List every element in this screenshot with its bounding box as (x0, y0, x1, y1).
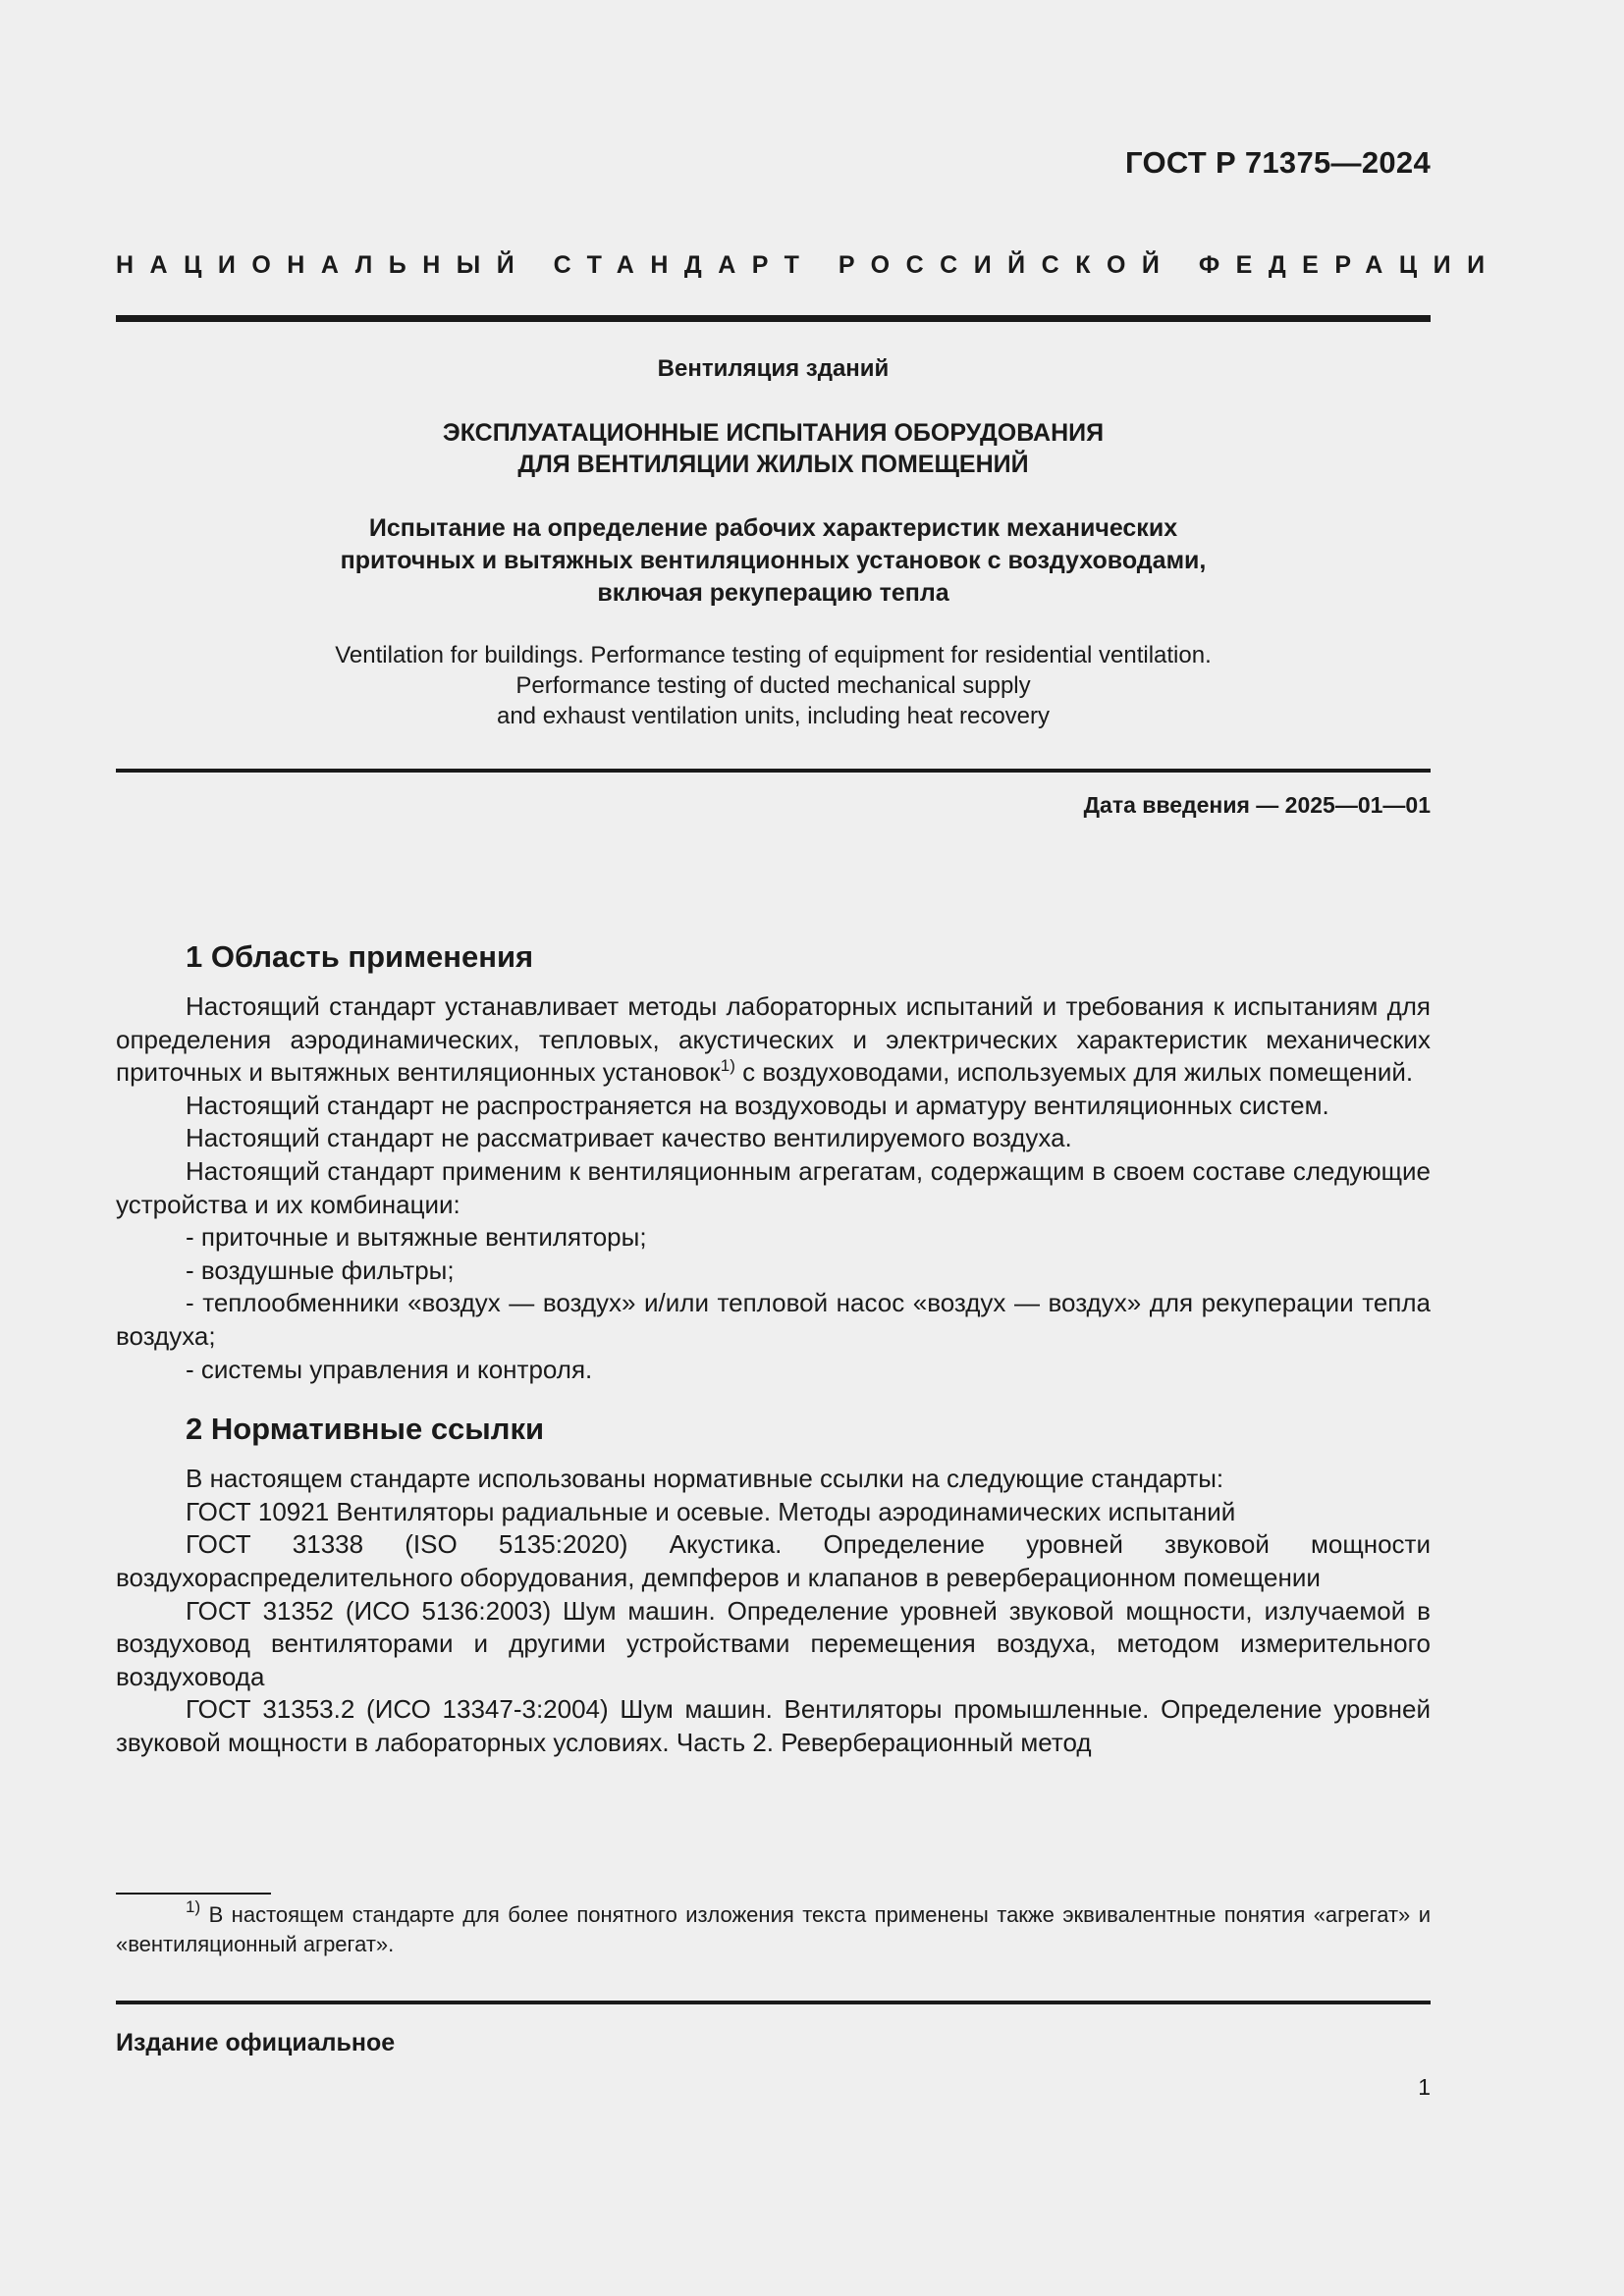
title-divider (116, 769, 1431, 773)
reference-item: ГОСТ 31352 (ИСО 5136:2003) Шум машин. Определение уровней звуковой мощности, излучаемой в воздуховод вентиляторами и другими устройствами перемещения воздуха, методом измерительного воздуховода (116, 1595, 1431, 1691)
list-item: - теплообменники «воздух — воздух» и/или тепловой насос «воздух — воздух» для рекуперации тепла воздуха; (116, 1288, 1431, 1351)
paragraph-text: Настоящий стандарт устанавливает методы лабораторных испытаний и требования к испытаниям для определения аэродинамических, тепловых, акустических и электрических характеристик механических приточных и вытяжных вентиляционных установок (116, 991, 1431, 1088)
bottom-divider (116, 2001, 1431, 2004)
subtitle-line: включая рекуперацию тепла (597, 579, 949, 607)
section-heading: 2 Нормативные ссылки (186, 1412, 545, 1447)
title-line: ЭКСПЛУАТАЦИОННЫЕ ИСПЫТАНИЯ ОБОРУДОВАНИЯ (442, 419, 1105, 447)
english-title (116, 640, 1431, 731)
paragraph-text: с воздуховодами, используемых для жилых помещений. (734, 1057, 1414, 1088)
page-number: 1 (1418, 2074, 1431, 2100)
section-heading: 1 Область применения (186, 939, 534, 974)
english-line: and exhaust ventilation units, including heat recovery (496, 703, 1050, 729)
document-title (116, 417, 1431, 480)
top-divider (116, 315, 1431, 322)
paragraph: Настоящий стандарт не рассматривает качество вентилируемого воздуха. (186, 1123, 1072, 1153)
paragraph: В настоящем стандарте использованы нормативные ссылки на следующие стандарты: (186, 1464, 1224, 1494)
gost-number: ГОСТ Р 71375—2024 (1125, 145, 1431, 180)
footnote-mark: 1) (186, 1897, 201, 1916)
body-content (116, 937, 1431, 1759)
footnote (116, 1897, 1431, 1959)
national-standard-banner: НАЦИОНАЛЬНЫЙ СТАНДАРТ РОССИЙСКОЙ ФЕДЕРАЦИИ (116, 251, 1501, 279)
footnote-text: В настоящем стандарте для более понятного изложения текста применены также эквивалентные понятия «агрегат» и «вентиляционный агрегат». (116, 1902, 1431, 1956)
reference-item: ГОСТ 31353.2 (ИСО 13347-3:2004) Шум машин. Вентиляторы промышленные. Определение уровней звуковой мощности в лабораторных условиях. Часть 2. Реверберационный метод (116, 1694, 1431, 1757)
paragraph (116, 990, 1431, 1090)
edition-label: Издание официальное (116, 2029, 396, 2056)
reference-item: ГОСТ 31338 (ISO 5135:2020) Акустика. Определение уровней звуковой мощности воздухораспределительного оборудования, демпферов и клапанов в реверберационном помещении (116, 1529, 1431, 1592)
introduction-date: Дата введения — 2025—01—01 (1083, 792, 1431, 818)
footnote-ref: 1) (720, 1056, 735, 1076)
english-line: Performance testing of ducted mechanical supply (515, 672, 1031, 699)
paragraph: Настоящий стандарт не распространяется на воздуховоды и арматуру вентиляционных систем. (186, 1090, 1329, 1120)
title-line: ДЛЯ ВЕНТИЛЯЦИИ ЖИЛЫХ ПОМЕЩЕНИЙ (517, 451, 1029, 478)
list-item: - системы управления и контроля. (186, 1354, 593, 1384)
list-item: - воздушные фильтры; (186, 1255, 455, 1285)
document-subtitle (116, 512, 1431, 610)
english-line: Ventilation for buildings. Performance testing of equipment for residential ventilation. (335, 642, 1212, 668)
subject: Вентиляция зданий (657, 355, 890, 382)
list-item: - приточные и вытяжные вентиляторы; (186, 1222, 647, 1253)
footnote-separator (116, 1893, 271, 1895)
subtitle-line: приточных и вытяжных вентиляционных установок с воздуховодами, (340, 547, 1207, 574)
reference-item: ГОСТ 10921 Вентиляторы радиальные и осевые. Методы аэродинамических испытаний (186, 1496, 1236, 1526)
paragraph: Настоящий стандарт применим к вентиляционным агрегатам, содержащим в своем составе следующие устройства и их комбинации: (116, 1155, 1431, 1219)
subtitle-line: Испытание на определение рабочих характеристик механических (368, 514, 1178, 542)
